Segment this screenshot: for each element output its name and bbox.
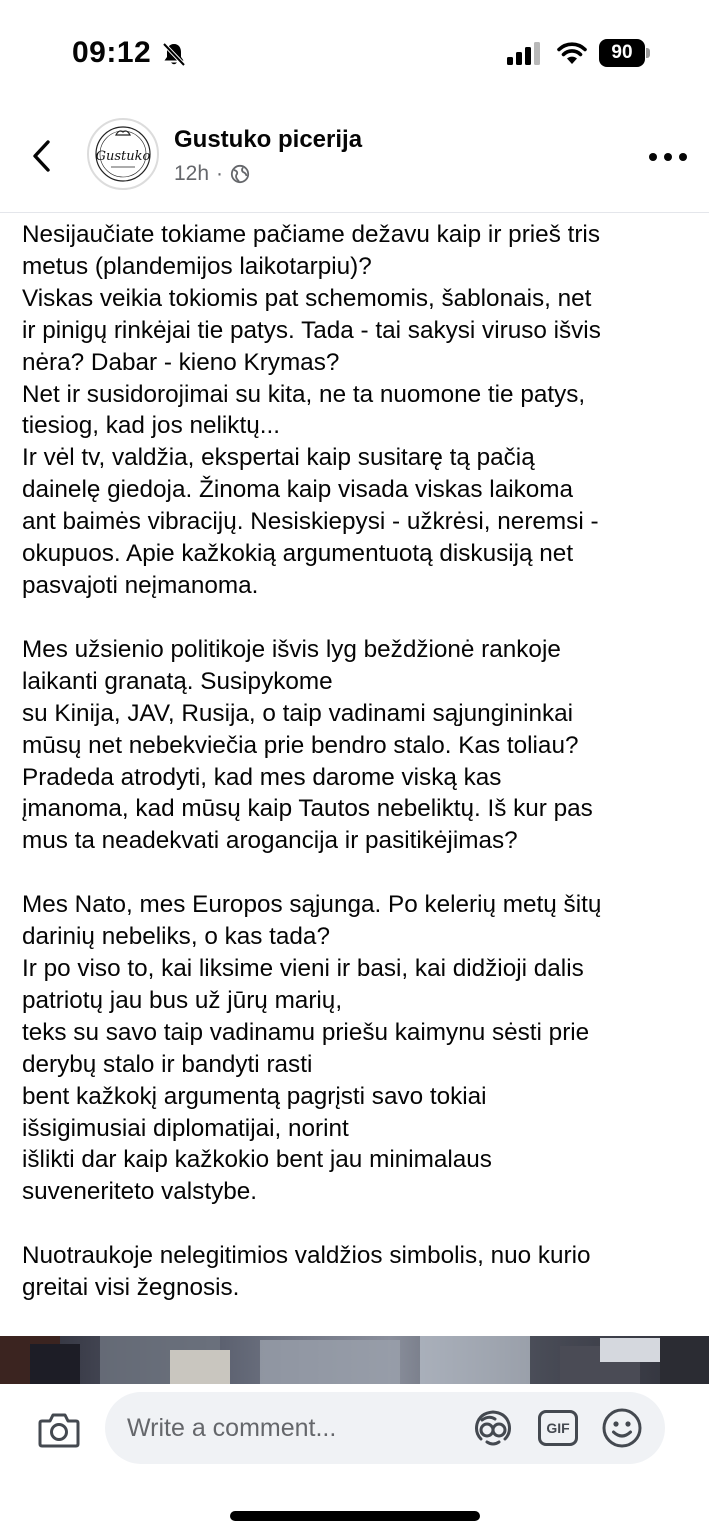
post-text-line: Mes Nato, mes Europos sąjunga. Po kelerių metų šitų (22, 891, 602, 919)
page-avatar[interactable] (87, 118, 159, 190)
bell-slash-icon (160, 40, 188, 68)
post-text-line: Ir po viso to, kai liksime vieni ir basi, kai didžioji dalis (22, 955, 584, 983)
post-text-line: okupuos. Apie kažkokią argumentuotą diskusiją net (22, 540, 574, 568)
post-text-line: Pradeda atrodyti, kad mes darome viską kas (22, 763, 502, 791)
post-text-line: Nesijaučiate tokiame pačiame dežavu kaip ir prieš tris (22, 221, 600, 248)
post-photo[interactable] (0, 1336, 709, 1384)
paragraph-gap (22, 602, 702, 634)
post-text-line: Viskas veikia tokiomis pat schemomis, šablonais, net (22, 284, 592, 312)
comment-bar (0, 1384, 709, 1536)
post-text-line: tiesiog, kad jos neliktų... (22, 412, 280, 440)
post-text-line: suveneriteto valstybe. (22, 1178, 257, 1206)
post-text-line: Nuotraukoje nelegitimios valdžios simbolis, nuo kurio (22, 1242, 591, 1270)
home-indicator[interactable] (230, 1511, 480, 1521)
post-text-line: bent kažkokį argumentą pagrįsti savo tokiai (22, 1082, 487, 1110)
post-text-line: pasvajoti neįmanoma. (22, 571, 259, 599)
paragraph-gap (22, 857, 702, 889)
post-text-line: dainelę giedoja. Žinoma kaip visada viskas laikoma (22, 476, 574, 504)
post-text-line: Mes užsienio politikoje išvis lyg beždžionė rankoje (22, 635, 561, 663)
battery-level: 90 (599, 39, 645, 67)
post-text-line: darinių nebeliks, o kas tada? (22, 923, 330, 951)
camera-icon[interactable] (38, 1411, 80, 1449)
wifi-icon (556, 40, 588, 66)
page-name[interactable]: Gustuko picerija (174, 126, 363, 153)
post-text-line: nėra? Dabar - kieno Krymas? (22, 348, 340, 376)
post-text-line: su Kinija, JAV, Rusija, o taip vadinami sąjungininkai (22, 699, 574, 727)
svg-text:Gustuko: Gustuko (95, 149, 151, 164)
post-text-line: ant baimės vibracijų. Nesiskiepysi - užkrėsi, neremsi - (22, 508, 599, 536)
header-divider (0, 212, 709, 213)
status-time: 09:12 (72, 36, 152, 69)
post-text-line: teks su savo taip vadinamu priešu kaimynu sėsti prie (22, 1018, 590, 1046)
post-text-line: Net ir susidorojimai su kita, ne ta nuomone tie patys, (22, 380, 586, 408)
avatar-sticker-icon[interactable] (473, 1409, 513, 1447)
battery-cap (646, 48, 650, 58)
post-text-line: laikanti granatą. Susipykome (22, 667, 333, 695)
status-bar (0, 0, 709, 100)
more-options-icon[interactable] (648, 152, 688, 162)
post-meta (174, 162, 250, 186)
globe-icon (230, 164, 250, 184)
gustuko-logo (89, 120, 157, 188)
post-text-line: greitai visi žegnosis. (22, 1274, 240, 1302)
post-text-line: Ir vėl tv, valdžia, ekspertai kaip susitarę tą pačią (22, 444, 535, 472)
cellular-signal-icon (507, 42, 541, 66)
post-text-line: mūsų net nebekviečia prie bendro stalo. Kas toliau? (22, 731, 579, 759)
post-text-line: mus ta neadekvati arogancija ir pasitikėjimas? (22, 827, 518, 855)
post-body (22, 219, 702, 1304)
meta-separator: · (216, 162, 224, 185)
post-header (0, 108, 709, 208)
photo-content (0, 1336, 709, 1384)
back-chevron-icon[interactable] (28, 138, 56, 174)
post-text-line: išlikti dar kaip kažkokio bent jau minimalaus (22, 1146, 492, 1174)
gif-icon[interactable]: GIF (538, 1410, 578, 1446)
comment-field-container (105, 1392, 665, 1464)
post-text-line: įmanoma, kad mūsų kaip Tautos nebeliktų. Iš kur pas (22, 795, 593, 823)
post-text-line: derybų stalo ir bandyti rasti (22, 1050, 313, 1078)
comment-input[interactable] (127, 1392, 457, 1464)
paragraph-gap (22, 1208, 702, 1240)
emoji-icon[interactable] (601, 1407, 643, 1449)
post-text-line: išsigimusiai diplomatijai, norint (22, 1114, 349, 1142)
post-text-line: ir pinigų rinkėjai tie patys. Tada - tai sakysi viruso išvis (22, 316, 601, 344)
post-text-line: patriotų jau bus už jūrų marių, (22, 986, 343, 1014)
battery-icon (599, 39, 651, 67)
post-timestamp[interactable]: 12h (174, 162, 210, 185)
post-text-line: metus (plandemijos laikotarpiu)? (22, 252, 372, 280)
